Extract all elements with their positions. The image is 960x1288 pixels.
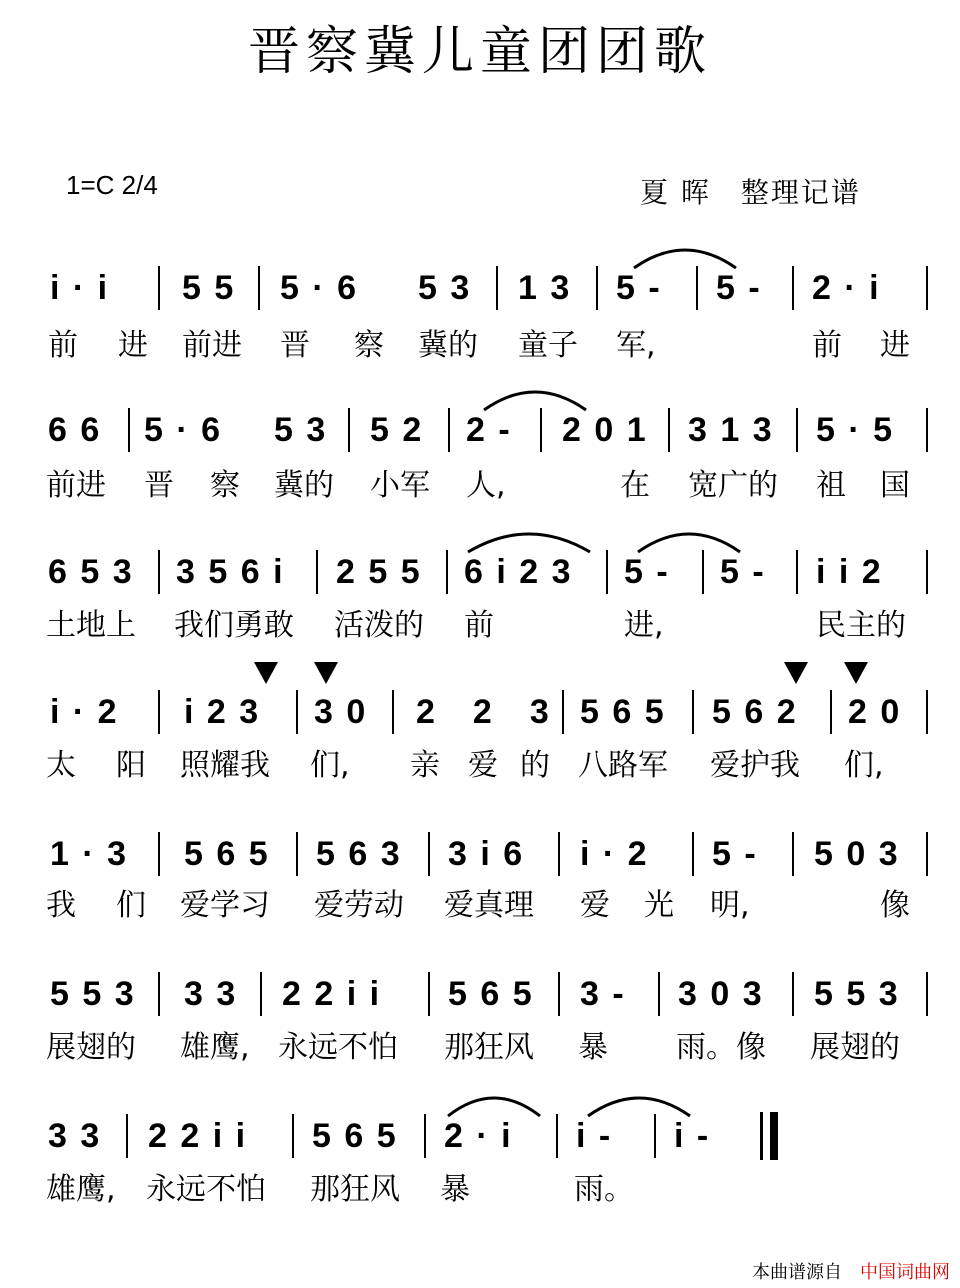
measure: 3 0 3 <box>678 975 764 1013</box>
bar-line <box>540 408 542 452</box>
measure: 5 6 5 <box>580 693 666 731</box>
bar-line <box>796 550 798 594</box>
notation-row-2 <box>40 398 930 472</box>
lyric: 在 <box>620 468 650 503</box>
credit-line: 夏 晖 整理记谱 <box>640 176 861 209</box>
measure: 5 - <box>616 269 662 307</box>
bar-line <box>692 832 694 876</box>
slur-mark <box>630 242 740 272</box>
bar-line <box>496 266 498 310</box>
lyric: 我们勇敢 <box>174 608 294 643</box>
bar-line <box>158 972 160 1016</box>
lyric: 土地上 <box>46 608 136 643</box>
bar-line <box>792 972 794 1016</box>
lyric: 暴 <box>440 1172 470 1207</box>
measure: 5 5 3 <box>814 975 900 1013</box>
notation-row-6 <box>40 962 930 1036</box>
lyric: 进, <box>624 608 664 643</box>
lyric: 民主的 <box>816 608 906 643</box>
bar-line <box>562 690 564 734</box>
lyric: 军, <box>616 328 656 363</box>
lyric: 爱 <box>468 748 498 783</box>
lyric: 晋 <box>144 468 174 503</box>
notation-row-3 <box>40 540 930 614</box>
bar-line <box>446 550 448 594</box>
measure: 3 0 <box>314 693 368 731</box>
measure: 5 0 3 <box>814 835 900 873</box>
bar-line <box>392 690 394 734</box>
measure: 2 0 1 <box>562 411 648 449</box>
measure: 2 · i <box>444 1117 513 1155</box>
measure: 5 2 <box>370 411 424 449</box>
bar-line <box>792 832 794 876</box>
measure: 1 3 <box>518 269 572 307</box>
lyric: 雄鹰, <box>46 1172 116 1207</box>
bar-line <box>258 266 260 310</box>
lyric: 小军 <box>370 468 430 503</box>
lyric: 暴 <box>578 1030 608 1065</box>
lyric: 国 <box>880 468 910 503</box>
measure: 2 2 i i <box>148 1117 248 1155</box>
bar-line <box>558 832 560 876</box>
measure: 5 6 2 <box>712 693 798 731</box>
bar-line <box>296 690 298 734</box>
notation-row-7 <box>40 1104 930 1178</box>
final-barline <box>760 1112 763 1160</box>
lyric: 爱真理 <box>444 888 534 923</box>
lyric-row-1 <box>40 326 930 370</box>
bar-line <box>448 408 450 452</box>
measure: i - <box>674 1117 711 1155</box>
slur-mark <box>634 526 744 556</box>
bar-line <box>428 832 430 876</box>
lyric-row-6 <box>40 1028 930 1072</box>
lyric-row-2 <box>40 466 930 510</box>
song-title: 晋察冀儿童团团歌 <box>247 22 712 82</box>
lyric-row-5 <box>40 886 930 930</box>
bar-line <box>830 690 832 734</box>
measure: 2 - <box>466 411 512 449</box>
bar-line <box>348 408 350 452</box>
bar-line <box>692 690 694 734</box>
bar-line <box>296 832 298 876</box>
bar-line <box>158 266 160 310</box>
lyric: 照耀我 <box>180 748 270 783</box>
measure: 5 5 3 <box>50 975 136 1013</box>
lyric: 爱护我 <box>710 748 800 783</box>
bar-line <box>926 550 928 594</box>
bar-line <box>424 1114 426 1158</box>
footer-source-label: 本曲谱源自 <box>752 1262 842 1283</box>
bar-line <box>668 408 670 452</box>
lyric: 八路军 <box>578 748 668 783</box>
measure: 5 · 5 <box>816 411 895 449</box>
measure: 5 - <box>712 835 758 873</box>
measure: 2 5 5 <box>336 553 422 591</box>
bar-line <box>926 266 928 310</box>
measure: i - <box>576 1117 613 1155</box>
lyric: 太 <box>46 748 76 783</box>
footer-site-link[interactable]: 中国词曲网 <box>860 1262 950 1283</box>
lyric: 雨。 <box>574 1172 634 1207</box>
bar-line <box>654 1114 656 1158</box>
measure: 5 - <box>716 269 762 307</box>
measure: 2 0 <box>848 693 902 731</box>
lyric-row-4 <box>40 746 930 790</box>
bar-line <box>792 266 794 310</box>
lyric: 们, <box>844 748 884 783</box>
measure: 5 6 3 <box>316 835 402 873</box>
bar-line <box>158 832 160 876</box>
lyric: 晋 <box>280 328 310 363</box>
measure: 3 - <box>580 975 626 1013</box>
lyric: 明, <box>710 888 750 923</box>
lyric: 冀的 <box>274 468 334 503</box>
measure: i 2 3 <box>184 693 261 731</box>
measure: 2 2 3 <box>416 693 551 731</box>
measure: 5 6 5 <box>312 1117 398 1155</box>
lyric: 察 <box>210 468 240 503</box>
slur-mark <box>480 384 590 414</box>
footer-source <box>752 1262 950 1284</box>
lyric-row-3 <box>40 606 930 650</box>
lyric: 永远不怕 <box>146 1172 266 1207</box>
measure: i · 2 <box>50 693 119 731</box>
lyric: 进 <box>118 328 148 363</box>
measure: 1 · 3 <box>50 835 129 873</box>
lyric: 亲 <box>410 748 440 783</box>
measure: 3 1 3 <box>688 411 774 449</box>
lyric: 宽广的 <box>688 468 778 503</box>
lyric: 那狂风 <box>310 1172 400 1207</box>
bar-line <box>556 1114 558 1158</box>
bar-line <box>926 832 928 876</box>
bar-line <box>702 550 704 594</box>
measure: 5 - <box>720 553 766 591</box>
measure: 3 5 6 i <box>176 553 285 591</box>
bar-line <box>158 550 160 594</box>
measure: 5 6 5 <box>448 975 534 1013</box>
lyric: 活泼的 <box>334 608 424 643</box>
lyric: 察 <box>354 328 384 363</box>
lyric: 光 <box>644 888 674 923</box>
lyric: 童子 <box>518 328 578 363</box>
key-signature: 1=C 2/4 <box>66 170 158 200</box>
measure: 5 · 6 <box>144 411 223 449</box>
measure: 2 · i <box>812 269 881 307</box>
measure: 3 3 <box>184 975 238 1013</box>
lyric: 像 <box>880 888 910 923</box>
lyric: 前 <box>464 608 494 643</box>
lyric: 前进 <box>46 468 106 503</box>
measure: 6 i 2 3 <box>464 553 573 591</box>
bar-line <box>596 266 598 310</box>
measure: 5 3 <box>418 269 472 307</box>
lyric: 前进 <box>182 328 242 363</box>
measure: i i 2 <box>816 553 883 591</box>
measure: 3 3 <box>48 1117 102 1155</box>
lyric: 们 <box>116 888 146 923</box>
bar-line <box>428 972 430 1016</box>
lyric: 进 <box>880 328 910 363</box>
lyric: 我 <box>46 888 76 923</box>
lyric: 展翅的 <box>810 1030 900 1065</box>
lyric: 们, <box>310 748 350 783</box>
measure: 5 · 6 <box>280 269 359 307</box>
bar-line <box>128 408 130 452</box>
lyric-row-7 <box>40 1170 930 1214</box>
measure: 5 3 <box>274 411 328 449</box>
bar-line <box>260 972 262 1016</box>
measure: 2 2 i i <box>282 975 382 1013</box>
bar-line <box>316 550 318 594</box>
measure: 6 6 <box>48 411 102 449</box>
slur-mark <box>444 1090 544 1120</box>
lyric: 阳 <box>116 748 146 783</box>
lyric: 冀的 <box>418 328 478 363</box>
lyric: 的 <box>520 748 550 783</box>
notation-row-5 <box>40 822 930 896</box>
lyric: 那狂风 <box>444 1030 534 1065</box>
lyric: 前 <box>48 328 78 363</box>
bar-line <box>926 972 928 1016</box>
bar-line <box>796 408 798 452</box>
bar-line <box>696 266 698 310</box>
bar-line <box>292 1114 294 1158</box>
lyric: 爱劳动 <box>314 888 404 923</box>
slur-mark <box>464 526 594 556</box>
final-barline <box>770 1112 778 1160</box>
lyric: 前 <box>812 328 842 363</box>
lyric: 爱学习 <box>180 888 270 923</box>
measure: 5 - <box>624 553 670 591</box>
measure: 6 5 3 <box>48 553 134 591</box>
lyric: 爱 <box>580 888 610 923</box>
lyric: 人, <box>466 468 506 503</box>
lyric: 展翅的 <box>46 1030 136 1065</box>
bar-line <box>126 1114 128 1158</box>
slur-mark <box>584 1090 694 1120</box>
measure: 5 6 5 <box>184 835 270 873</box>
bar-line <box>606 550 608 594</box>
measure: i · i <box>50 269 110 307</box>
measure: 3 i 6 <box>448 835 525 873</box>
measure: i · 2 <box>580 835 649 873</box>
lyric: 祖 <box>816 468 846 503</box>
notation-row-4 <box>40 680 930 754</box>
bar-line <box>926 690 928 734</box>
bar-line <box>158 690 160 734</box>
bar-line <box>558 972 560 1016</box>
lyric: 永远不怕 <box>278 1030 398 1065</box>
bar-line <box>926 408 928 452</box>
lyric: 雄鹰, <box>180 1030 250 1065</box>
lyric: 雨。像 <box>676 1030 766 1065</box>
measure: 5 5 <box>182 269 236 307</box>
notation-row-1 <box>40 256 930 330</box>
bar-line <box>658 972 660 1016</box>
